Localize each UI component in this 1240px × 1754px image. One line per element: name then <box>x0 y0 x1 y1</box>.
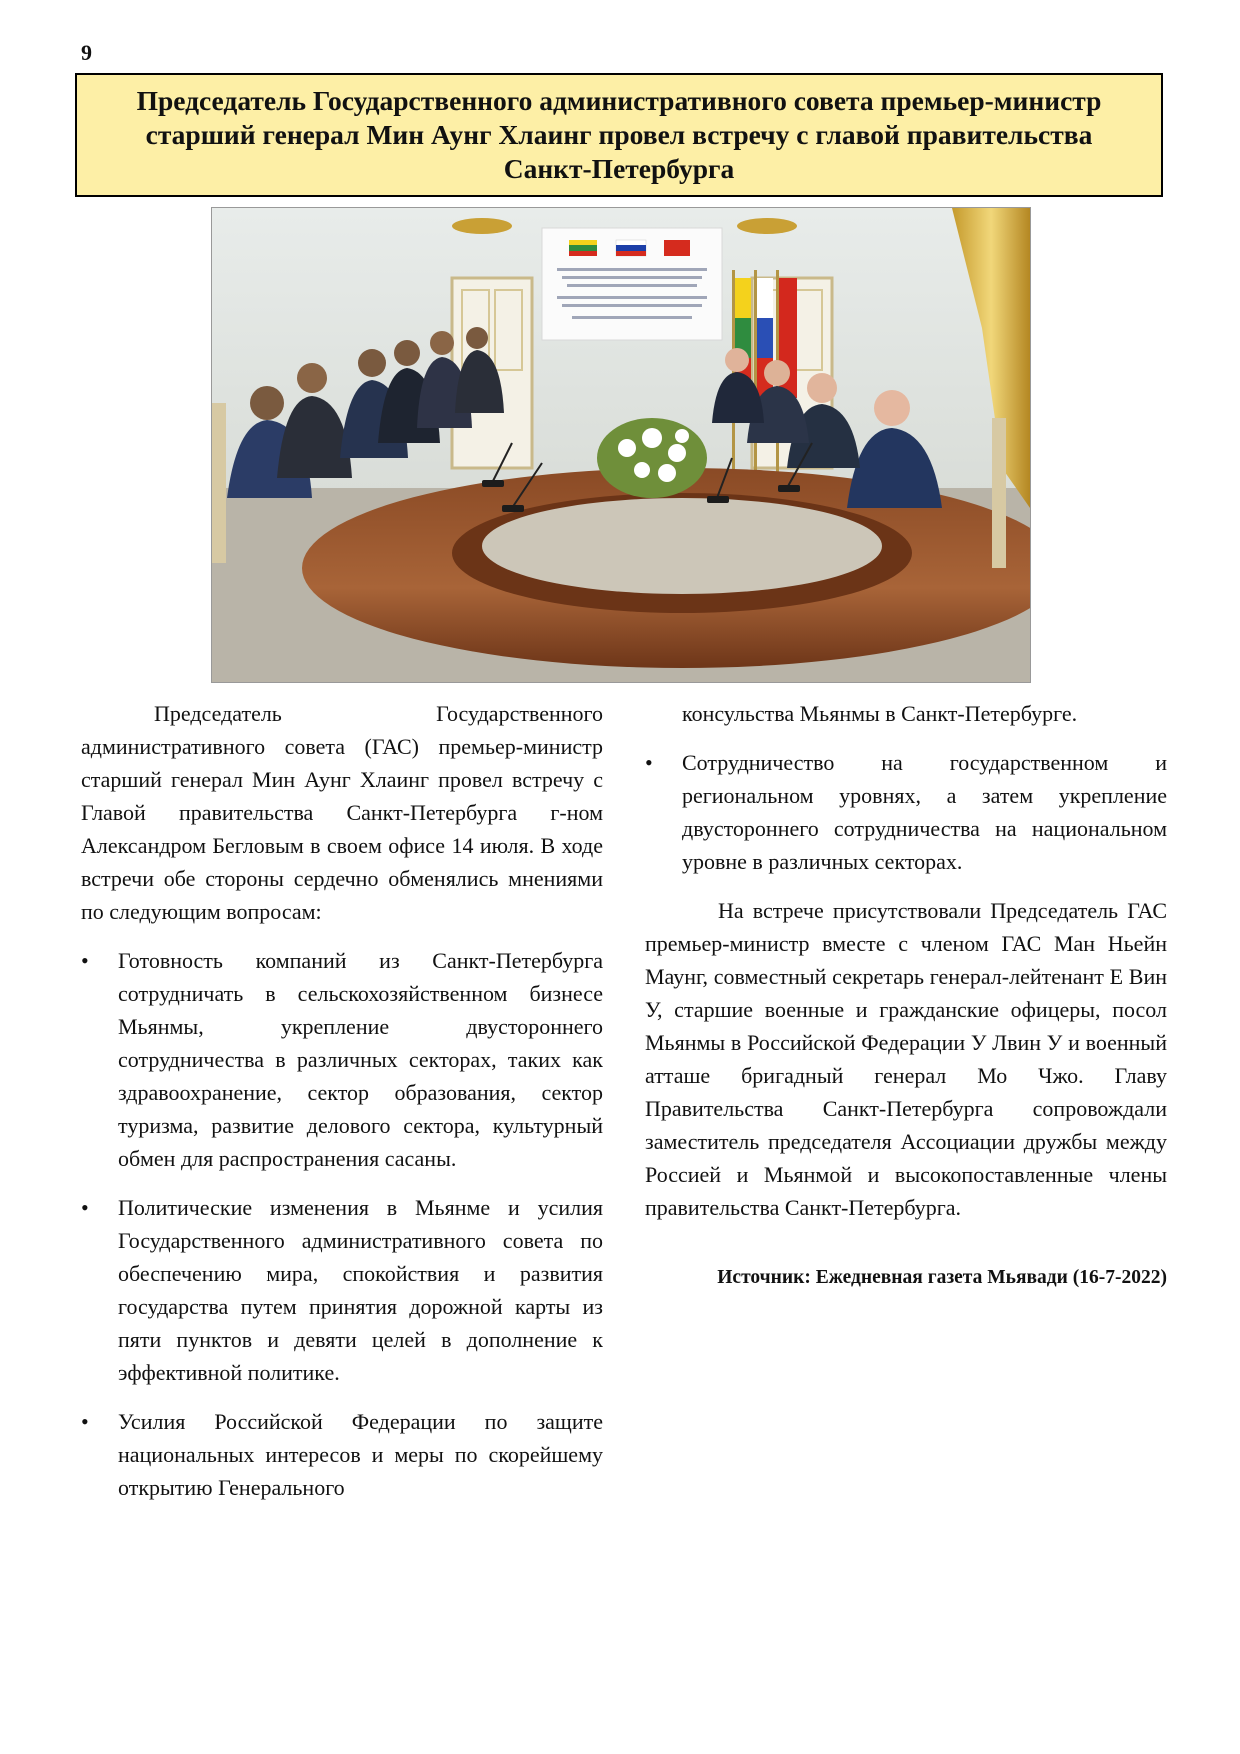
closing-paragraph: На встрече присутствовали Председатель ГАС премьер-министр вместе с членом ГАС Ман Ньейн Маунг, совместный секретарь генерал-лейтенант Е Вин У, старшие военные и гражданские офицеры, посол Мьянмы в Российской Федерации У Лвин У и военный атташе бригадный генерал Мо Чжо. Главу Правительства Санкт-Петербурга сопровождали заместитель председателя Ассоциации дружбы между Россией и Мьянмой и высокопоставленные члены правительства Санкт-Петербурга. <box>645 898 1167 1220</box>
intro-paragraph: Председатель Государственного административного совета (ГАС) премьер-министр старший генерал Мин Аунг Хлаинг провел встречу с Главой правительства Санкт-Петербурга г-ном Александром Бегловым в своем офисе 14 июля. В ходе встречи обе стороны сердечно обменялись мнениями по следующим вопросам: <box>81 701 603 924</box>
right-bullet-list <box>645 746 1167 878</box>
list-item: • Готовность компаний из Санкт-Петербурга сотрудничать в сельскохозяйственном бизнесе Мьянмы, укрепление двустороннего сотрудничества в различных секторах, таких как здравоохранение, сектор образования, сектор туризма, развитие делового сектора, культурный обмен для распространения сасаны. <box>81 944 603 1175</box>
source-credit: Источник: Ежедневная газета Мьявади (16-7-2022) <box>717 1267 1167 1288</box>
bullet-continuation: консульства Мьянмы в Санкт-Петербурге. <box>682 701 1078 726</box>
left-bullet-list <box>81 944 603 1504</box>
page-number: 9 <box>81 40 92 65</box>
meeting-photo <box>211 207 1031 683</box>
list-item: • Усилия Российской Федерации по защите национальных интересов и меры по скорейшему открытию Генерального <box>81 1405 603 1504</box>
list-item: • Сотрудничество на государственном и региональном уровнях, а затем укрепление двустороннего сотрудничества на национальном уровне в различных секторах. <box>645 746 1167 878</box>
list-item: • Политические изменения в Мьянме и усилия Государственного административного совета по обеспечению мира, спокойствия и развития государства путем принятия дорожной карты из пяти пунктов и девяти целей в дополнение к эффективной политике. <box>81 1191 603 1389</box>
headline-box <box>75 73 1163 197</box>
headline: Председатель Государственного административного совета премьер-министр старший генерал Мин Аунг Хлаинг провел встречу с главой правительства Санкт-Петербурга <box>136 85 1102 184</box>
right-column <box>645 697 1167 1292</box>
left-column <box>81 697 603 1520</box>
